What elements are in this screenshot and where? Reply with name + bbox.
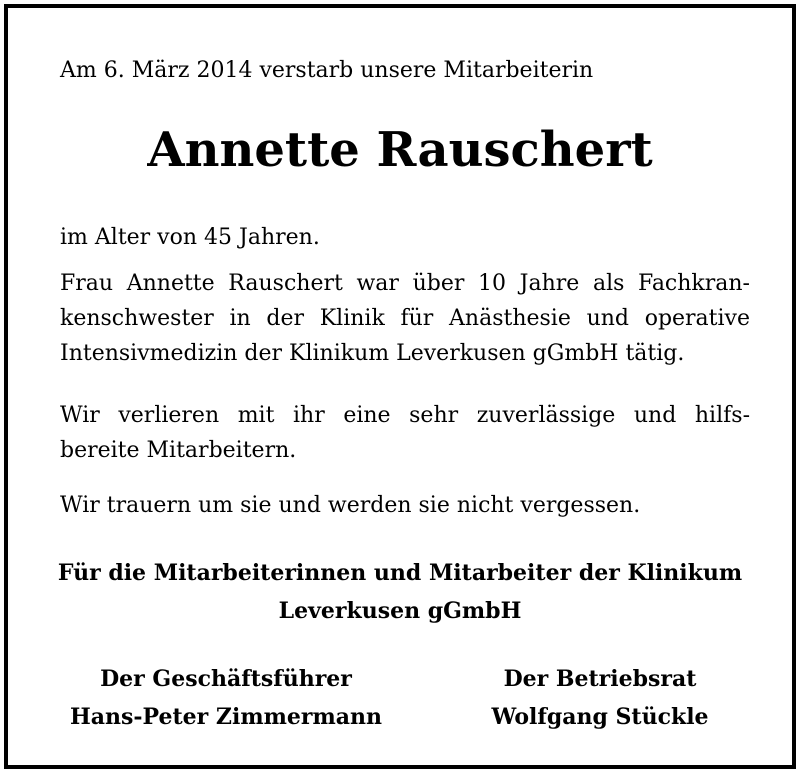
deceased-name: Annette Rauschert	[147, 122, 653, 178]
tenure-paragraph	[60, 266, 750, 371]
paragraph-line: Intensivmedizin der Klinikum Leverkusen gGmbH tätig.	[60, 341, 685, 366]
paragraph-line: bereite Mitarbeitern.	[60, 438, 297, 463]
mourning-line: Wir trauern um sie und werden sie nicht vergessen.	[60, 493, 641, 518]
paragraph-line: kenschwester in der Klinik für Anästhesie und operative	[60, 306, 750, 331]
signatory-name: Wolfgang Stückle	[491, 704, 709, 730]
tribute-paragraph	[60, 398, 750, 468]
paragraph-line: Frau Annette Rauschert war über 10 Jahre als Fachkran-	[60, 271, 750, 296]
organization-line: Leverkusen gGmbH	[278, 598, 522, 624]
signature-managing-director	[46, 660, 406, 736]
paragraph-line: Wir verlieren mit ihr eine sehr zuverlässige und hilfs-	[60, 403, 750, 428]
obituary-notice	[4, 4, 796, 769]
age-line: im Alter von 45 Jahren.	[60, 225, 320, 250]
signatory-role: Der Betriebsrat	[503, 666, 697, 692]
signature-works-council	[420, 660, 780, 736]
organization-line: Für die Mitarbeiterinnen und Mitarbeiter der Klinikum	[57, 560, 743, 586]
organization-block	[8, 554, 792, 630]
signatory-role: Der Geschäftsführer	[100, 666, 352, 692]
intro-line: Am 6. März 2014 verstarb unsere Mitarbeiterin	[60, 58, 594, 83]
signatory-name: Hans-Peter Zimmermann	[70, 704, 382, 730]
